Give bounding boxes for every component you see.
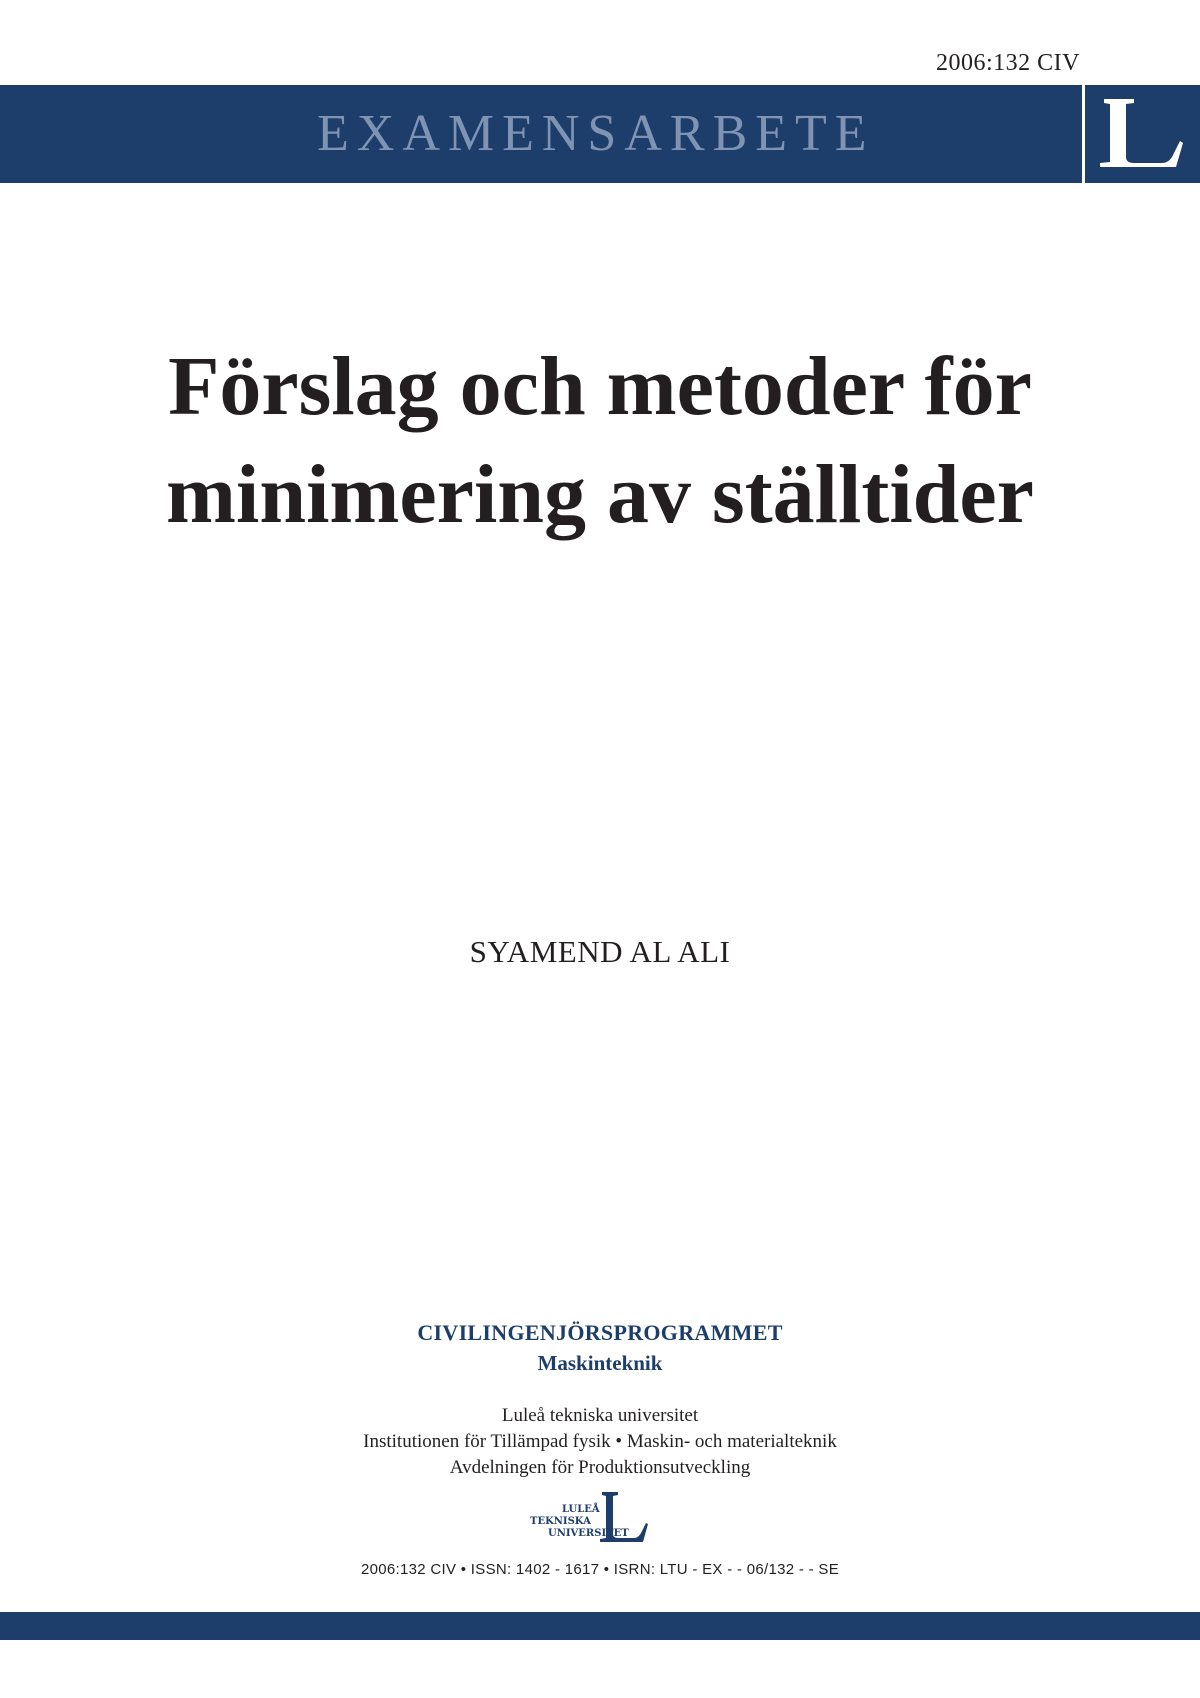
report-number: 2006:132 CIV — [936, 50, 1080, 76]
title-line-2: minimering av ställtider — [166, 448, 1034, 541]
author-name: SYAMEND AL ALI — [469, 934, 731, 969]
program-specialization: Maskinteknik — [537, 1351, 663, 1375]
band-divider — [1082, 85, 1085, 183]
ltu-logo — [528, 1488, 658, 1552]
division-name: Avdelningen för Produktionsutveckling — [449, 1457, 751, 1478]
ltu-logo-word-2: TEKNISKA — [530, 1516, 591, 1527]
ltu-logo-word-1: LULEÅ — [562, 1504, 600, 1515]
university-name: Luleå tekniska universitet — [501, 1405, 699, 1426]
footer-band — [0, 1612, 1200, 1640]
ltu-logo-word-3: UNIVERSITET — [548, 1528, 629, 1539]
program-name: CIVILINGENJÖRSPROGRAMMET — [417, 1320, 783, 1345]
document-title — [0, 333, 1200, 549]
ltu-logo-l-icon — [598, 1488, 658, 1552]
university-logo-icon — [1090, 85, 1200, 183]
title-line-1: Förslag och metoder för — [168, 340, 1032, 433]
department-name: Institutionen för Tillämpad fysik • Maskin- och materialteknik — [363, 1431, 837, 1452]
document-identifiers: 2006:132 CIV • ISSN: 1402 - 1617 • ISRN: LTU - EX - - 06/132 - - SE — [360, 1561, 840, 1578]
header-band — [0, 85, 1200, 183]
band-title: EXAMENSARBETE — [317, 105, 875, 162]
